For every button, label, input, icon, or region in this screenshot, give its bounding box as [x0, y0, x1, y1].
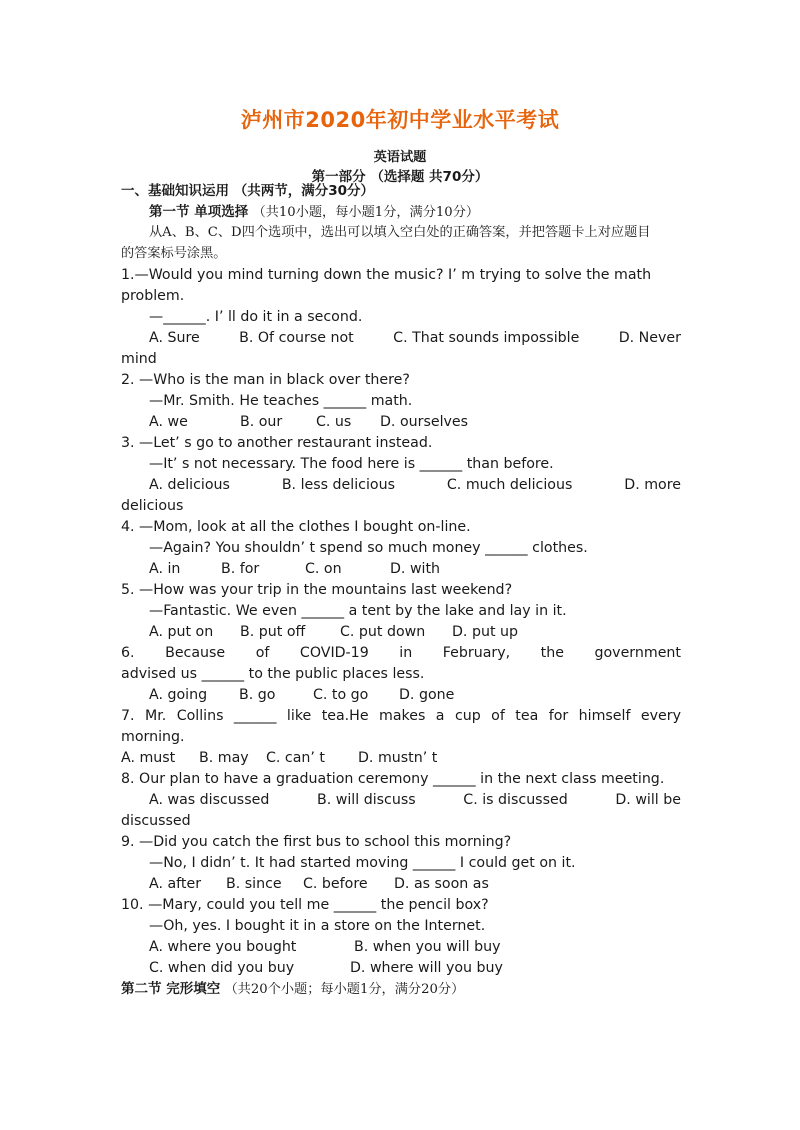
- option-b: B. our: [240, 414, 283, 430]
- option-d: D. as soon as: [394, 876, 489, 892]
- question-3-options-wrap: delicious: [121, 498, 184, 514]
- section-heading: 一、基础知识运用 （共两节，满分30分）: [121, 183, 374, 199]
- option-d: D. Never: [618, 330, 681, 346]
- option-b: B. may: [199, 750, 249, 766]
- instructions-line-2: 的答案标号涂黑。: [121, 246, 227, 261]
- option-c: C. is discussed: [463, 792, 568, 808]
- option-c: C. before: [303, 876, 368, 892]
- question-7-stem-cont: morning.: [121, 729, 185, 745]
- option-d: D. gone: [399, 687, 455, 703]
- question-2-reply: —Mr. Smith. He teaches ______ math.: [149, 393, 413, 409]
- option-a: A. going: [149, 687, 208, 703]
- subsection-note: （共10小题，每小题1分，满分10分）: [252, 205, 480, 220]
- question-4-stem: 4. —Mom, look at all the clothes I bought on-line.: [121, 519, 471, 535]
- option-c: C. us: [316, 414, 352, 430]
- option-d: D. ourselves: [380, 414, 469, 430]
- option-c: C. can’ t: [266, 750, 325, 766]
- question-9-reply: —No, I didn’ t. It had started moving ______ I could get on it.: [149, 855, 576, 871]
- question-2-stem: 2. —Who is the man in black over there?: [121, 372, 410, 388]
- instructions-line-1: 从A、B、C、D四个选项中，选出可以填入空白处的正确答案，并把答题卡上对应题目: [149, 225, 651, 240]
- question-10-options-row-2: [149, 958, 681, 978]
- option-d: D. put up: [452, 624, 519, 640]
- option-c: C. much delicious: [446, 477, 573, 493]
- option-d: D. where will you buy: [350, 960, 503, 976]
- question-10-stem: 10. —Mary, could you tell me ______ the pencil box?: [121, 897, 489, 913]
- option-b: B. Of course not: [239, 330, 354, 346]
- option-b: B. go: [239, 687, 276, 703]
- question-7-options: [121, 748, 681, 768]
- option-b: B. since: [226, 876, 282, 892]
- question-5-reply: —Fantastic. We even ______ a tent by the lake and lay in it.: [149, 603, 567, 619]
- subsection-title: 第一节 单项选择: [149, 204, 249, 220]
- question-10-options-row-1: [149, 937, 681, 957]
- option-b: B. for: [221, 561, 260, 577]
- question-6-stem: 6. Because of COVID-19 in February, the government: [121, 645, 681, 661]
- option-a: A. we: [149, 414, 188, 430]
- option-a: A. delicious: [149, 477, 230, 493]
- question-4-options: [149, 559, 681, 579]
- question-9-stem: 9. —Did you catch the first bus to school this morning?: [121, 834, 512, 850]
- question-7-stem: 7. Mr. Collins ______ like tea.He makes a cup of tea for himself every: [121, 708, 681, 724]
- option-a: A. after: [149, 876, 202, 892]
- subsection-heading: [149, 202, 681, 223]
- option-b: B. put off: [240, 624, 306, 640]
- question-1-options: [149, 328, 681, 348]
- question-3-reply: —It’ s not necessary. The food here is ______ than before.: [149, 456, 554, 472]
- question-8-stem: 8. Our plan to have a graduation ceremony ______ in the next class meeting.: [121, 771, 665, 787]
- question-5-stem: 5. —How was your trip in the mountains last weekend?: [121, 582, 513, 598]
- option-b: B. less delicious: [281, 477, 395, 493]
- question-4-reply: —Again? You shouldn’ t spend so much money ______ clothes.: [149, 540, 588, 556]
- option-b: B. when you will buy: [354, 939, 501, 955]
- question-6-options: [149, 685, 681, 705]
- exam-title: 泸州市2020年初中学业水平考试: [240, 108, 560, 132]
- option-d: D. mustn’ t: [358, 750, 438, 766]
- option-a: A. in: [149, 561, 181, 577]
- option-d: D. more: [624, 477, 681, 493]
- question-10-reply: —Oh, yes. I bought it in a store on the Internet.: [149, 918, 486, 934]
- question-8-options: [149, 790, 681, 810]
- option-d: D. will be: [615, 792, 681, 808]
- option-c: C. That sounds impossible: [393, 330, 580, 346]
- question-8-options-wrap: discussed: [121, 813, 191, 829]
- option-d: D. with: [390, 561, 441, 577]
- cloze-section-heading: [121, 979, 681, 1000]
- question-9-options: [149, 874, 681, 894]
- option-b: B. will discuss: [317, 792, 416, 808]
- option-c: C. when did you buy: [149, 960, 295, 976]
- option-a: A. must: [121, 750, 176, 766]
- option-c: C. on: [305, 561, 342, 577]
- question-1-stem: 1.—Would you mind turning down the music? I’ m trying to solve the math: [121, 267, 652, 283]
- question-2-options: [149, 412, 681, 432]
- question-1-reply: —______. I’ ll do it in a second.: [149, 309, 363, 325]
- option-c: C. to go: [313, 687, 369, 703]
- question-5-options: [149, 622, 681, 642]
- question-3-options: [149, 475, 681, 495]
- question-1-stem-cont: problem.: [121, 288, 185, 304]
- question-3-stem: 3. —Let’ s go to another restaurant instead.: [121, 435, 433, 451]
- question-6-stem-cont: advised us ______ to the public places less.: [121, 666, 425, 682]
- subject-heading: 英语试题: [373, 150, 427, 165]
- question-1-options-wrap: mind: [121, 351, 157, 367]
- option-a: A. where you bought: [149, 939, 297, 955]
- cloze-section-note: （共20个小题；每小题1分，满分20分）: [224, 982, 465, 997]
- option-a: A. was discussed: [149, 792, 270, 808]
- option-c: C. put down: [340, 624, 426, 640]
- option-a: A. Sure: [149, 330, 200, 346]
- part-heading: 第一部分 （选择题 共70分）: [311, 169, 489, 185]
- cloze-section-title: 第二节 完形填空: [121, 981, 221, 997]
- option-a: A. put on: [149, 624, 214, 640]
